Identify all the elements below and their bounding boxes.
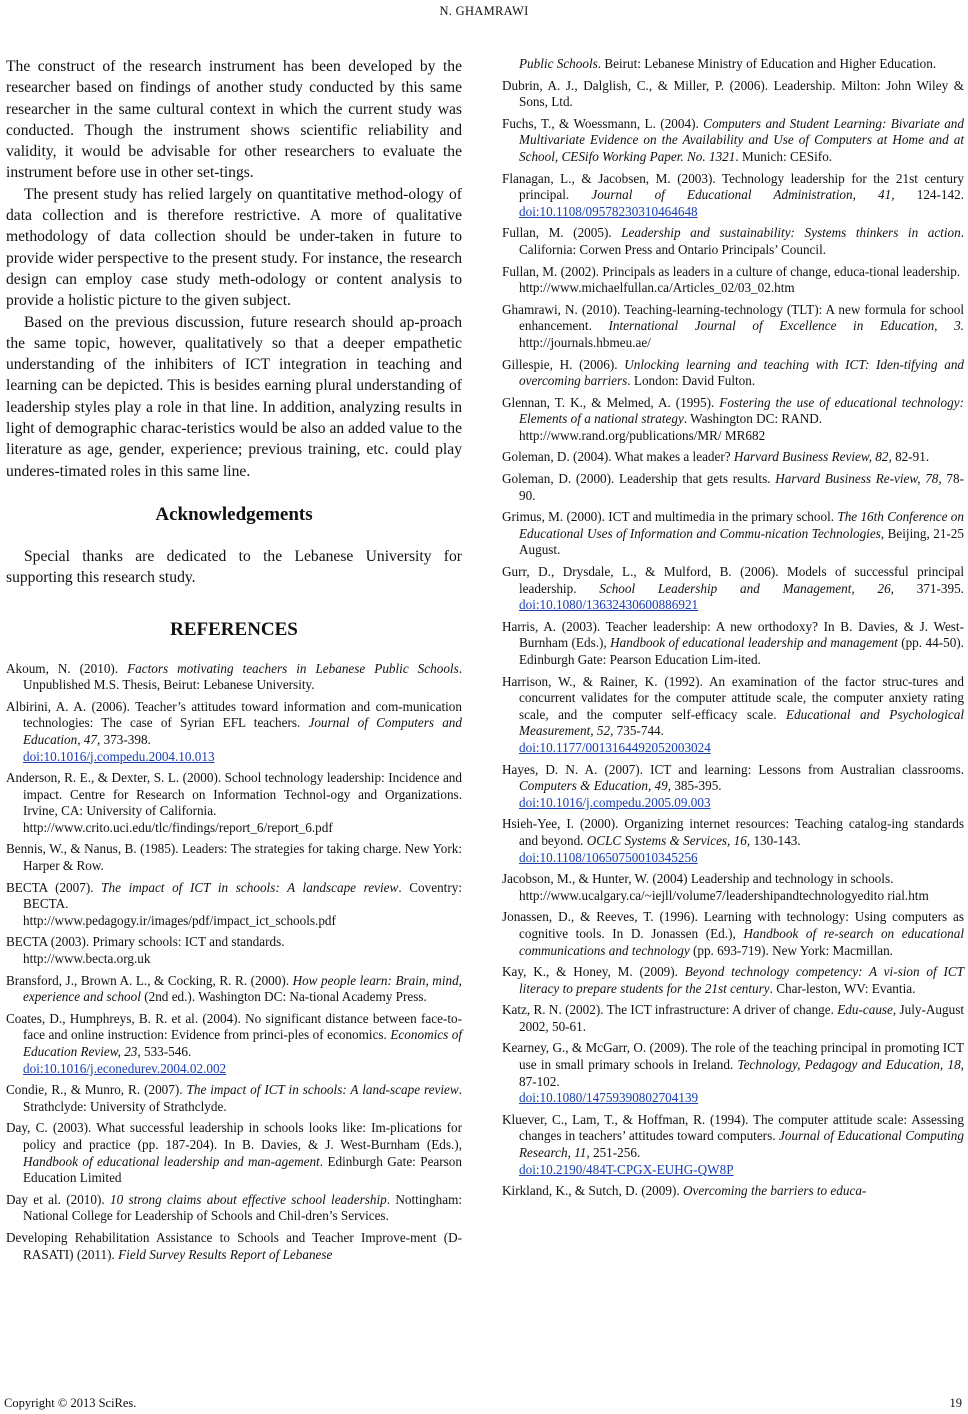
reference-text: Albirini, A. A. (2006). Teacher’s attitudes toward information and com-munication technologies: The case of Syrian EFL teachers.	[6, 698, 462, 731]
reference-entry	[502, 762, 964, 812]
reference-url: http://www.crito.uci.edu/tlc/findings/report_6/report_6.pdf	[23, 819, 333, 835]
reference-title: International Journal of Excellence in Education, 3.	[608, 318, 964, 334]
reference-title: OCLC Systems & Services, 16,	[586, 832, 751, 848]
reference-text: Akoum, N. (2010).	[6, 660, 128, 676]
reference-text: Coates, D., Humphreys, B. R. et al. (2004). No significant distance between face-to-face and online instruction: Evidence from princi-ples of economics.	[6, 1010, 462, 1043]
reference-entry	[502, 116, 964, 166]
paragraph-instrument: The construct of the research instrument has been developed by the researcher based on findings of another study conducted by this same researcher in the same cultural context in which the current study was conducted. Though the instrument shows scientific reliability and validity, it would be advisable for other researchers to evaluate the instrument before use in other set-tings.	[6, 58, 462, 182]
reference-details: (pp. 44-50). Edinburgh Gate: Pearson Education Lim-ited.	[519, 635, 964, 667]
reference-url: http://www.michaelfullan.ca/Articles_02/03_02.htm	[519, 280, 795, 296]
references-list-left	[6, 661, 462, 1264]
reference-title: Handbook of re-search on educational communications and technology	[519, 925, 965, 958]
reference-details: 87-102.	[519, 1073, 560, 1089]
reference-text: Goleman, D. (2004). What makes a leader?	[502, 449, 734, 465]
reference-text: Day, C. (2003). What successful leadership in schools looks like: Im-plications for policy and practice (pp. 187-204). In B. Davies, & J. West-Burnham (Eds.),	[6, 1120, 462, 1152]
doi-link[interactable]: doi:10.1016/j.econedurev.2004.02.002	[23, 1060, 227, 1076]
reference-entry	[502, 674, 964, 757]
reference-url: http://www.becta.org.uk	[23, 951, 151, 967]
reference-text: Kay, K., & Honey, M. (2009).	[502, 964, 685, 980]
reference-entry	[502, 302, 964, 352]
reference-url: http://www.ucalgary.ca/~iejll/volume7/leadershipandtechnologyedito rial.htm	[519, 887, 929, 903]
doi-link[interactable]: doi:10.1080/14759390802704139	[519, 1090, 699, 1106]
reference-title: Computers & Education, 49,	[519, 778, 672, 794]
reference-entry	[502, 357, 964, 390]
right-column	[502, 54, 964, 1205]
reference-title: Educational and Psychological Measurement, 52,	[519, 706, 965, 739]
reference-entry	[6, 770, 462, 836]
reference-text: Condie, R., & Munro, R. (2007).	[6, 1082, 187, 1098]
reference-entry	[6, 973, 462, 1006]
reference-details: 124-142.	[894, 187, 964, 203]
reference-entry	[502, 1040, 964, 1106]
reference-url: http://www.rand.org/publications/MR/ MR682	[519, 427, 766, 443]
reference-title: Technology, Pedagogy and Education, 18,	[737, 1057, 964, 1073]
reference-details: 371-395.	[893, 580, 964, 596]
reference-entry	[502, 225, 964, 258]
acknowledgements-text: Special thanks are dedicated to the Lebanese University for supporting this research study.	[6, 547, 462, 587]
reference-text: Fuchs, T., & Woessmann, L. (2004).	[502, 115, 704, 131]
reference-details: , July-August 2002, 50-61.	[519, 1002, 964, 1034]
reference-details: . California: Corwen Press and Ontario Principals’ Council.	[519, 225, 964, 257]
reference-entry	[502, 1112, 964, 1178]
reference-title: The impact of ICT in schools: A landscape review	[101, 879, 399, 895]
reference-title: Journal of Educational Computing Research, 11,	[519, 1128, 964, 1161]
reference-text: Dubrin, A. J., Dalglish, C., & Miller, P. (2006). Leadership. Milton: John Wiley & Sons, Ltd.	[502, 77, 964, 110]
paragraph-methodology: The present study has relied largely on quantitative method-ology of data collection and is therefore restrictive. A more of qualitative methodology of data collection should be under-taken in future to provide wider perspective to the present study. For instance, the research design can employ case study meth-odology or content analysis to provide a holistic picture to the given subject.	[6, 185, 462, 310]
reference-text: Jonassen, D., & Reeves, T. (1996). Learning with technology: Using computers as cognitive tools. In D. Jonassen (Ed.),	[502, 909, 964, 941]
reference-entry	[502, 264, 964, 297]
doi-link[interactable]: doi:10.1016/j.compedu.2005.09.003	[519, 794, 711, 810]
reference-entry	[502, 619, 964, 669]
reference-entry	[502, 78, 964, 111]
reference-title: Public Schools	[519, 56, 598, 71]
reference-details: (2nd ed.). Washington DC: Na-tional Academy Press.	[140, 989, 427, 1005]
reference-entry	[502, 816, 964, 866]
reference-text: BECTA (2007).	[6, 879, 102, 895]
reference-text: Ghamrawi, N. (2010). Teaching-learning-technology (TLT): A new formula for school enhancement.	[502, 301, 964, 334]
references-heading: REFERENCES	[170, 618, 298, 640]
reference-details: , Beijing, 21-25 August.	[519, 525, 964, 558]
reference-entry	[502, 449, 964, 466]
reference-text: Fullan, M. (2002). Principals as leaders in a culture of change, educa-tional leadership.	[502, 263, 961, 279]
reference-entry	[6, 1120, 462, 1186]
reference-entry	[6, 841, 462, 874]
reference-title: Harvard Business Re-view, 78,	[775, 471, 942, 487]
reference-details: . Unpublished M.S. Thesis, Beirut: Lebanese University.	[23, 660, 463, 693]
reference-entry	[502, 871, 964, 904]
reference-details: . Munich: CESifo.	[735, 148, 833, 164]
doi-link[interactable]: doi:10.1108/10650750010345256	[519, 849, 698, 865]
reference-title: Edu-cause	[837, 1002, 893, 1018]
reference-title: Journal of Educational Administration, 41,	[591, 187, 895, 203]
reference-entry	[502, 964, 964, 997]
reference-entry	[502, 471, 964, 504]
reference-details: 735-744.	[613, 723, 664, 739]
reference-title: Handbook of educational leadership and man-agement	[23, 1153, 320, 1169]
reference-entry	[502, 171, 964, 221]
reference-text: Bennis, W., & Nanus, B. (1985). Leaders: The strategies for taking charge. New York: Harper & Row.	[6, 841, 462, 874]
page-number: 19	[949, 1396, 962, 1410]
reference-text: Jacobson, M., & Hunter, W. (2004) Leadership and technology in schools.	[502, 871, 894, 887]
reference-title: Computers and Student Learning: Bivariate and Multivariate Evidence on the Availability and Use of Computers at Home and at School, CESifo Working Paper. No. 1321	[519, 115, 964, 164]
reference-title: Fostering the use of educational technology: Elements of a national strategy	[519, 394, 964, 427]
acknowledgements-heading: Acknowledgements	[155, 503, 313, 525]
reference-entry	[6, 699, 462, 765]
reference-details: . Washington DC: RAND.	[683, 411, 823, 427]
reference-details: . Edinburgh Gate: Pearson Education Limited	[23, 1153, 462, 1186]
reference-entry	[6, 934, 462, 967]
doi-link[interactable]: doi:10.1108/09578230310464648	[519, 203, 698, 219]
doi-link[interactable]: doi:10.1177/0013164492052003024	[519, 739, 711, 755]
reference-details: . Beirut: Lebanese Ministry of Education and Higher Education.	[597, 56, 937, 71]
reference-text: Kirkland, K., & Sutch, D. (2009).	[502, 1183, 683, 1199]
reference-title: Factors motivating teachers in Lebanese Public Schools	[127, 660, 459, 676]
reference-url: http://www.pedagogy.ir/images/pdf/impact_ict_schools.pdf	[23, 912, 336, 928]
reference-entry	[502, 395, 964, 445]
reference-title: Harvard Business Review, 82,	[733, 449, 892, 465]
reference-text: Anderson, R. E., & Dexter, S. L. (2000). School technology leadership: Incidence and impact. Centre for Research on Information Technol-ogy and Organizations. Irvine, CA: University of California.	[6, 770, 462, 819]
reference-text: Kearney, G., & McGarr, O. (2009). The role of the teaching principal in promoting ICT use in small primary schools in Ireland.	[502, 1040, 964, 1073]
reference-details: http://journals.hbmeu.ae/	[519, 334, 651, 350]
reference-entry	[502, 909, 964, 959]
reference-details: 82-91.	[891, 449, 930, 465]
reference-text: Fullan, M. (2005).	[502, 225, 622, 241]
reference-text: Gillespie, H. (2006).	[502, 356, 625, 372]
reference-text: Flanagan, L., & Jacobsen, M. (2003). Technology leadership for the 21st century principal.	[502, 170, 964, 203]
running-header: N. GHAMRAWI	[439, 4, 529, 18]
reference-title: Journal of Computers and Education, 47,	[23, 715, 462, 747]
reference-title: 10 strong claims about effective school leadership	[109, 1191, 387, 1207]
reference-text: Hayes, D. N. A. (2007). ICT and learning: Lessons from Australian classrooms.	[502, 761, 964, 777]
reference-title: Leadership and sustainability: Systems thinkers in action	[621, 225, 961, 241]
reference-entry	[6, 1082, 462, 1115]
reference-entry	[502, 56, 964, 73]
copyright-notice: Copyright © 2013 SciRes.	[4, 1396, 137, 1410]
reference-entry	[6, 1230, 462, 1263]
reference-title: The 16th Conference on Educational Uses of Information and Commu-nication Technologies	[519, 509, 964, 541]
left-column	[6, 56, 462, 1268]
reference-details: 373-398.	[100, 731, 151, 747]
reference-details: 78-90.	[519, 471, 964, 503]
reference-title: Economics of Education Review, 23,	[23, 1027, 463, 1059]
reference-title: The impact of ICT in schools: A land-scape review	[186, 1082, 459, 1098]
reference-text: Harris, A. (2003). Teacher leadership: A new orthodoxy? In B. Davies, & J. West-Burnham (Eds.),	[502, 618, 964, 651]
reference-details: 251-256.	[589, 1145, 641, 1161]
reference-entry	[502, 564, 964, 614]
reference-details: 385-395.	[671, 778, 722, 794]
reference-text: Glennan, T. K., & Melmed, A. (1995).	[502, 394, 720, 410]
doi-link[interactable]: doi:10.2190/484T-CPGX-EUHG-QW8P	[519, 1161, 734, 1177]
reference-title: Overcoming the barriers to educa-	[682, 1183, 867, 1199]
reference-entry	[502, 1002, 964, 1035]
reference-title: Beyond technology competency: A vi-sion of ICT literacy to prepare students for the 21st century	[519, 964, 964, 996]
reference-text: Hsieh-Yee, I. (2000). Organizing internet resources: Teaching catalog-ing standards and beyond.	[502, 816, 964, 848]
reference-details: 130-143.	[750, 832, 801, 848]
reference-title: Field Survey Results Report of Lebanese	[118, 1246, 333, 1262]
reference-text: Grimus, M. (2000). ICT and multimedia in the primary school.	[502, 509, 838, 525]
reference-entry	[502, 1183, 964, 1200]
reference-title: How people learn: Brain, mind, experience and school	[23, 972, 462, 1005]
reference-text: Katz, R. N. (2002). The ICT infrastructure: A driver of change.	[502, 1002, 838, 1018]
reference-title: Unlocking learning and teaching with ICT: Iden-tifying and overcoming barriers	[519, 356, 965, 389]
reference-entry	[6, 1011, 462, 1077]
reference-details: . London: David Fulton.	[627, 373, 756, 389]
references-list-right	[502, 56, 964, 1200]
paragraph-future-research: Based on the previous discussion, future research should ap-proach the same topic, however, qualitatively so that a deeper empathetic understanding of the inhibiters of ICT integration in teaching and learning can be depicted. This is besides earning plural understanding of leadership styles play a role in that line. In addition, analyzing results in light of demographic charac-teristics would be also an added value to the literature as age, gender, experience; previous training, etc. could play underes-timated roles in this same line.	[6, 313, 462, 480]
reference-text: Gurr, D., Drysdale, L., & Mulford, B. (2006). Models of successful principal leadership.	[502, 564, 964, 596]
reference-text: Bransford, J., Brown A. L., & Cocking, R. R. (2000).	[6, 972, 293, 988]
reference-title: Handbook of educational leadership and management	[610, 635, 898, 651]
reference-details: . Nottingham: National College for Leadership of Schools and Chil-dren’s Services.	[23, 1191, 462, 1224]
reference-title: School Leadership and Management, 26,	[599, 580, 894, 596]
reference-entry	[502, 509, 964, 559]
reference-text: Developing Rehabilitation Assistance to Schools and Teacher Improve-ment (D-RASATI) (2011).	[6, 1229, 462, 1262]
doi-link[interactable]: doi:10.1016/j.compedu.2004.10.013	[23, 748, 215, 764]
reference-text: Day et al. (2010).	[6, 1191, 110, 1207]
reference-details: (pp. 693-719). New York: Macmillan.	[689, 942, 893, 958]
reference-entry	[6, 1192, 462, 1225]
reference-text: Kluever, C., Lam, T., & Hoffman, R. (1994). The computer attitude scale: Assessing changes in teachers’ attitudes toward computers.	[502, 1111, 964, 1144]
reference-entry	[6, 880, 462, 930]
reference-details: . Char-leston, WV: Evantia.	[769, 980, 916, 996]
reference-text: Harrison, W., & Rainer, K. (1992). An examination of the factor struc-tures and concurrent validates for the computer attitude scale, the computer anxiety rating scale, and the computer self-efficacy scale.	[502, 673, 964, 722]
reference-details: . Coventry: BECTA.	[23, 879, 462, 912]
reference-text: BECTA (2003). Primary schools: ICT and standards.	[6, 934, 285, 950]
reference-details: 533-546.	[140, 1044, 192, 1059]
reference-text: Goleman, D. (2000). Leadership that gets results.	[502, 471, 776, 487]
reference-details: . Strathclyde: University of Strathclyde.	[23, 1082, 462, 1114]
doi-link[interactable]: doi:10.1080/13632430600886921	[519, 597, 699, 613]
reference-entry	[6, 661, 462, 694]
